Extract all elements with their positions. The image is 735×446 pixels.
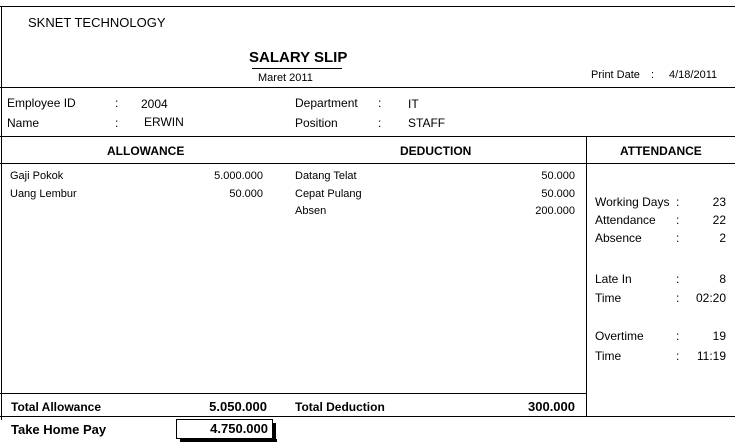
allowance-item-label: Gaji Pokok: [10, 170, 64, 182]
attendance-row-colon: :: [676, 195, 680, 209]
print-date-value: 4/18/2011: [669, 69, 718, 81]
take-home-pay-shadow-right: [273, 423, 276, 442]
deduction-item-value: 50.000: [541, 170, 575, 182]
attendance-row-colon: :: [676, 213, 680, 227]
company-name: SKNET TECHNOLOGY: [28, 15, 166, 30]
take-home-pay-label: Take Home Pay: [11, 422, 107, 437]
deduction-header: DEDUCTION: [400, 144, 472, 158]
attendance-row-label: Time: [595, 349, 622, 363]
position-label: Position: [295, 116, 338, 130]
page-title: SALARY SLIP: [249, 49, 348, 66]
allowance-item-value: 50.000: [229, 188, 263, 200]
print-date-label: Print Date: [591, 69, 640, 81]
attendance-row-value: 2: [719, 231, 726, 245]
attendance-row-colon: :: [676, 349, 680, 363]
attendance-row-label: Time: [595, 291, 622, 305]
total-deduction-value: 300.000: [528, 399, 575, 414]
allowance-header: ALLOWANCE: [107, 144, 185, 158]
deduction-item-label: Absen: [295, 205, 327, 217]
deduction-item-value: 50.000: [541, 188, 575, 200]
employee-id-label: Employee ID: [7, 96, 76, 110]
totals-top-border: [0, 393, 587, 394]
attendance-row-colon: :: [676, 291, 680, 305]
header-bottom-border: [0, 87, 735, 88]
attendance-divider: [586, 136, 587, 416]
attendance-row-value: 02:20: [695, 291, 726, 305]
employee-id-colon: :: [115, 96, 119, 110]
attendance-row-value: 8: [719, 272, 726, 286]
top-border: [0, 6, 735, 7]
period: Maret 2011: [258, 72, 313, 84]
employee-id-value: 2004: [141, 97, 168, 111]
total-allowance-label: Total Allowance: [11, 400, 102, 414]
attendance-row-value: 23: [712, 195, 726, 209]
take-home-pay-shadow-bottom: [180, 439, 277, 442]
deduction-item-label: Cepat Pulang: [295, 188, 362, 200]
name-colon: :: [115, 116, 119, 130]
attendance-row-label: Overtime: [595, 329, 644, 343]
allowance-item-value: 5.000.000: [214, 170, 263, 182]
title-underline: [252, 68, 342, 69]
attendance-row-label: Working Days: [595, 195, 670, 209]
total-deduction-label: Total Deduction: [295, 400, 385, 414]
totals-bottom-border: [0, 416, 735, 417]
attendance-row-label: Late In: [595, 272, 632, 286]
deduction-item-value: 200.000: [535, 205, 575, 217]
allowance-item-label: Uang Lembur: [10, 188, 77, 200]
attendance-row-colon: :: [676, 231, 680, 245]
info-bottom-border: [0, 136, 735, 137]
department-value: IT: [408, 97, 419, 111]
position-value: STAFF: [408, 116, 446, 130]
attendance-header: ATTENDANCE: [620, 144, 702, 158]
attendance-row-label: Attendance: [595, 213, 656, 227]
column-header-border: [0, 163, 735, 164]
print-date-colon: :: [651, 69, 655, 81]
attendance-row-label: Absence: [595, 231, 642, 245]
attendance-row-value: 11:19: [696, 349, 726, 363]
department-colon: :: [378, 96, 382, 110]
take-home-pay-value: 4.750.000: [210, 421, 268, 436]
total-allowance-value: 5.050.000: [209, 399, 267, 414]
position-colon: :: [378, 116, 382, 130]
attendance-row-value: 22: [712, 213, 726, 227]
left-border: [1, 6, 2, 420]
attendance-row-colon: :: [676, 329, 680, 343]
attendance-row-value: 19: [712, 329, 726, 343]
name-value: ERWIN: [144, 115, 184, 129]
name-label: Name: [7, 116, 40, 130]
deduction-item-label: Datang Telat: [295, 170, 357, 182]
department-label: Department: [295, 96, 358, 110]
attendance-row-colon: :: [676, 272, 680, 286]
